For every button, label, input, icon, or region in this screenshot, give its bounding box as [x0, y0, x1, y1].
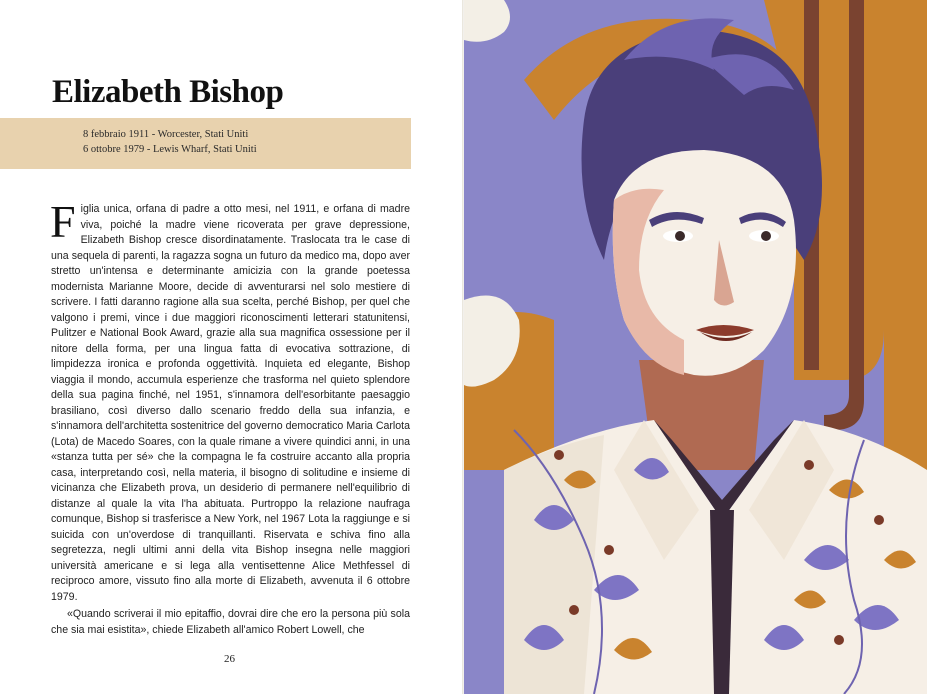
page-number: 26 [224, 653, 235, 665]
drop-cap: F [50, 196, 76, 247]
portrait-illustration [464, 0, 927, 694]
paragraph-2: «Quando scriverai il mio epitaffio, dovrai dire che ero la persona più sola che sia mai esistita», chiede Elizabeth all'amico Robert Lowell, che [51, 608, 410, 636]
biography-text [50, 196, 410, 638]
death-date-line: 6 ottobre 1979 - Lewis Wharf, Stati Uniti [83, 144, 257, 155]
page-title: Elizabeth Bishop [52, 74, 284, 110]
birth-date-line: 8 febbraio 1911 - Worcester, Stati Uniti [83, 129, 249, 140]
paragraph-1 [50, 196, 410, 605]
right-page [464, 0, 927, 694]
paragraph-1-text: iglia unica, orfana di padre a otto mesi, nel 1911, e orfana di madre viva, poiché la madre viene ricoverata per grave depressione, Elizabeth Bishop cresce disordinatamente. Traslocata tra le case di una sequela di parenti, la ragazza sogna un futuro da medico ma, dopo aver stretto un'intensa e determinante amicizia con la grande poetessa modernista Marianne Moore, decide di avventurarsi nel solo mestiere di scrivere. I fatti daranno ragione alla sua scelta, perché Bishop, per quel che valgono i premi, vince i due maggiori riconoscimenti letterari statunitensi, Pulitzer e National Book Award, grazie alla sua magnifica ossessione per il nitore della forma, per una lingua fatta di evocativa sottrazione, di limpidezza ironica e profonda oggettività. Inquieta ed elegante, Bishop viaggia il mondo, accumula esperienze che trasforma nel quieto splendore della sua pagina finché, nel 1951, s'innamora dell'esorbitante paesaggio brasiliano, così diverso dallo scenario freddo della sua infanzia, e s'innamora dell'architetta sostenitrice del governo democratico Maria Carlota (Lota) de Macedo Soares, con la quale rimane a vivere quindici anni, in una «stanza tutta per sé» che la compagna le fa costruire accanto alla propria casa, interpretando così, nella materia, il bisogno di solitudine e insieme di vicinanza che Elizabeth prova, un desiderio di permanere nell'equilibrio di distanze al quale la vita l'ha abituata. Purtroppo la relazione naufraga comunque, Bishop si trasferisce a New York, nel 1967 Lota la raggiunge e si suicida con un'overdose di tranquillanti. Riservata e schiva fino alla segretezza, negli ultimi anni della vita Bishop insegna nelle maggiori università americane e si lega alla ventisettenne Alice Methfessel di reciproco amore, vissuto fino alla morte di Elizabeth, avvenuta il 6 ottobre 1979. [51, 203, 410, 603]
